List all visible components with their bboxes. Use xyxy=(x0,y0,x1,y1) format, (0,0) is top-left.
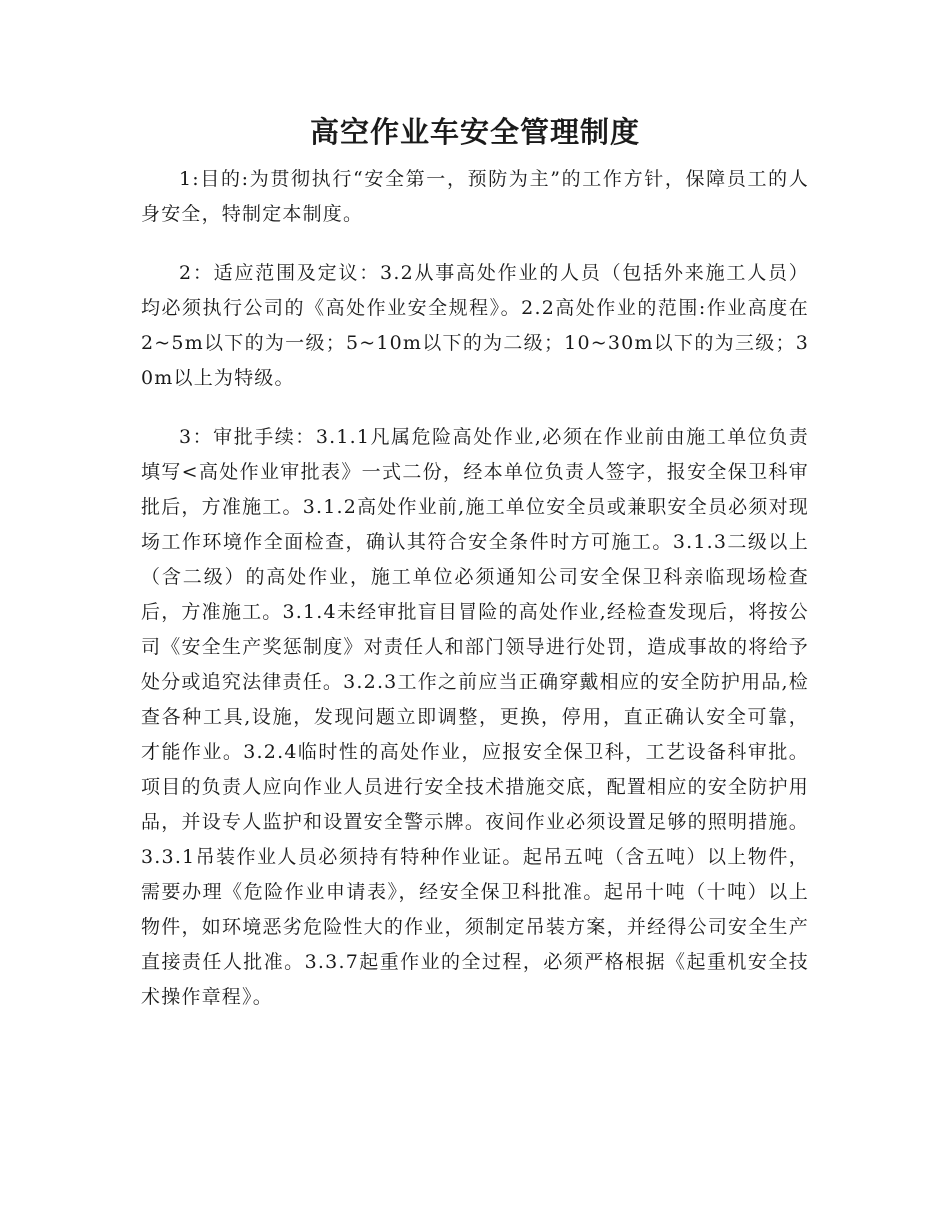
paragraph-approval-procedure: 3：审批手续：3.1.1凡属危险高处作业,必须在作业前由施工单位负责填写<高处作业审批表》一式二份，经本单位负责人签字，报安全保卫科审批后，方准施工。3.1.2高处作业前,施工单位安全员或兼职安全员必须对现场工作环境作全面检查，确认其符合安全条件时方可施工。3.1.3二级以上（含二级）的高处作业，施工单位必须通知公司安全保卫科亲临现场检查后，方准施工。3.1.4未经审批盲目冒险的高处作业,经检查发现后，将按公司《安全生产奖惩制度》对责任人和部门领导进行处罚，造成事故的将给予处分或追究法律责任。3.2.3工作之前应当正确穿戴相应的安全防护用品,检查各种工具,设施，发现问题立即调整，更换，停用，直正确认安全可靠，才能作业。3.2.4临时性的高处作业，应报安全保卫科，工艺设备科审批。项目的负责人应向作业人员进行安全技术措施交底，配置相应的安全防护用品，并设专人监护和设置安全警示牌。夜间作业必须设置足够的照明措施。3.3.1吊装作业人员必须持有特种作业证。起吊五吨（含五吨）以上物件，需要办理《危险作业申请表》，经安全保卫科批准。起吊十吨（十吨）以上物件，如环境恶劣危险性大的作业，须制定吊装方案，并经得公司安全生产直接责任人批准。3.3.7起重作业的全过程，必须严格根据《起重机安全技术操作章程》。 xyxy=(141,426,809,1008)
paragraph-purpose: 1:目的:为贯彻执行“安全第一，预防为主”的工作方针，保障员工的人身安全，特制定本制度。 xyxy=(141,168,809,225)
document-body xyxy=(141,162,809,1039)
document-title: 高空作业车安全管理制度 xyxy=(309,115,640,149)
paragraph-scope-definition: 2：适应范围及定议：3.2从事高处作业的人员（包括外来施工人员）均必须执行公司的《高处作业安全规程》。2.2高处作业的范围:作业高度在2~5m以下的为一级；5~10m以下的为二级；10~30m以下的为三级；30m以上为特级。 xyxy=(141,262,809,389)
